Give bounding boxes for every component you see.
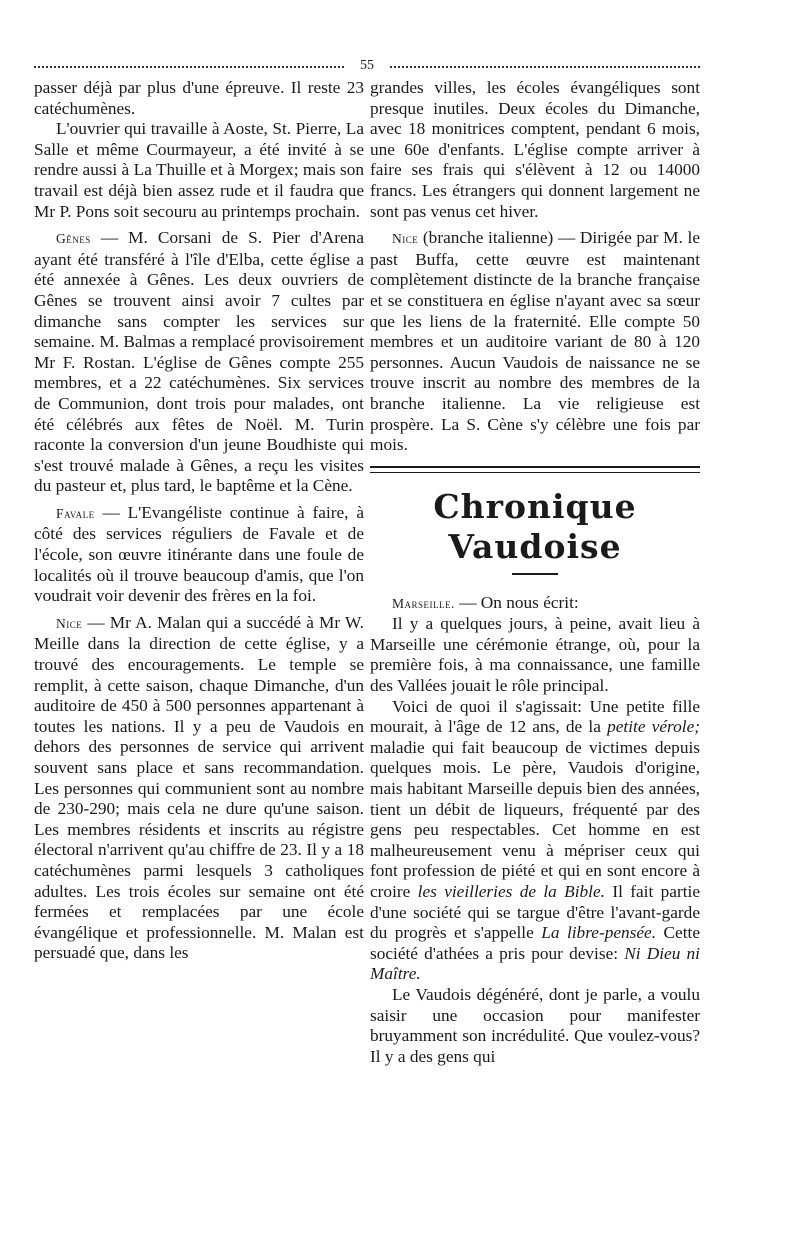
voici-text-1: Voici de quoi il s'agissait: Une petite fille mourait, à l'âge de 12 ans, de la xyxy=(370,696,700,737)
voici-italic-3: La libre-pensée. xyxy=(541,923,657,943)
voici-text-4: Cette société d'athées a pris pour devise: xyxy=(370,923,700,963)
voici-text-2: maladie qui fait beaucoup de victimes depuis quelques mois. Le père, Vaudois d'origine, mais habitant Marseille depuis bien des années, tient un débit de liqueurs, fréquenté par des gens peu respectables. Cet homme en est malheureusement venu à mépriser ceux qui font profession de piété et qui en sont encore à croire xyxy=(370,737,700,901)
paragraph-continuation: passer déjà par plus d'une épreuve. Il reste 23 catéchumènes. xyxy=(34,78,364,118)
voici-italic-4: Ni Dieu ni Maître. xyxy=(370,943,700,984)
section-nice-italienne xyxy=(370,228,700,456)
page-header xyxy=(34,56,700,76)
paragraph-ceremonie: Il y a quelques jours, à peine, avait lieu à Marseille une cérémonie étrange, où, pour la première fois, à ma connaissance, une famille des Vallées jouait le rôle principal. xyxy=(370,614,700,696)
section-marseille xyxy=(370,593,700,615)
voici-italic-1: petite vérole; xyxy=(607,717,701,737)
section-text-genes: — M. Corsani de S. Pier d'Arena ayant été transféré à l'île d'Elba, cette église a été annexée à Gênes. Les deux ouvriers de Gênes se trouvent ainsi avoir 7 cultes par dimanche sans compter les services sur semaine. M. Balmas a remplacé provisoirement Mr F. Rostan. L'église de Gênes compte 255 membres, et a 22 catéchumènes. Six services de Communion, dont trois pour malades, ont été célébrés aux fêtes de Noël. M. Turin raconte la conversion d'un jeune Boudhiste qui s'est trouvé malade à Gênes, a reçu les visites du pasteur et, plus tard, le baptême et la Cène. xyxy=(34,228,364,496)
section-label-favale: Favale xyxy=(56,505,95,521)
section-favale xyxy=(34,503,364,607)
voici-text-3: Il fait partie d'une société qui se targue d'être l'avant-garde du progrès et s'appelle xyxy=(370,882,700,943)
chronique-title: Chronique Vaudoise xyxy=(433,486,637,566)
paragraph-voici xyxy=(370,697,700,985)
section-text-nice: — Mr A. Malan qui a succédé à Mr W. Meille dans la direction de cette église, y a trouvé des encouragements. Le temple se remplit, à cette saison, chaque Dimanche, d'un auditoire de 450 à 500 personnes appartenant à toutes les nations. Il y a peu de Vaudois en dehors des personnes de service qui arrivent souvent sans place et sans recommandation. Les personnes qui communient sont au nombre de 230-290; mais cela ne dure qu'une saison. Les membres résidents et inscrits au régistre électoral n'arrivent qu'au chiffre de 23. Il y a 18 catéchumènes parmi lesquels 3 catholiques adultes. Les trois écoles sur semaine ont été fermées et remplacées par une école évangélique et professionnelle. M. Malan est persuadé que, dans les xyxy=(34,612,364,963)
right-column xyxy=(370,78,700,1067)
section-text-marseille: — On nous écrit: xyxy=(454,592,579,612)
section-label-nice: Nice xyxy=(56,615,83,631)
section-label-genes: Gênes xyxy=(56,231,91,247)
paragraph-aoste: L'ouvrier qui travaille à Aoste, St. Pierre, La Salle et même Courmayeur, a été invité à se rendre aussi à La Thuille et à Morgex; mais son travail est déjà bien assez rude et il faudra que Mr P. Pons soit secouru au printemps prochain. xyxy=(34,119,364,221)
paragraph-nice-continuation: grandes villes, les écoles évangéliques sont presque inutiles. Deux écoles du Dimanche, avec 18 monitrices comptent, pendant 6 mois, une 60e d'enfants. L'église compte arriver à faire ses frais qui s'élèvent à 12 ou 14000 francs. Les étrangers qui donnent largement ne sont pas venus cet hiver. xyxy=(370,78,700,221)
header-dotted-rule-right xyxy=(390,66,700,68)
title-underline xyxy=(512,573,558,575)
voici-italic-2: les vieilleries de la Bible. xyxy=(417,882,605,901)
section-text-nice-italienne: (branche italienne) — Dirigée par M. le past Buffa, cette œuvre est maintenant complètement distincte de la branche française et se constituera en église n'ayant avec sa sœur que les liens de la fraternité. Elle compte 50 membres et un auditoire variant de 80 à 120 personnes. Aucun Vaudois de naissance ne se trouve inscrit au nombre des membres de la branche italienne. La vie religieuse est prospère. La S. Cène s'y célèbre une fois par mois. xyxy=(370,228,700,455)
page-number: 55 xyxy=(360,58,374,73)
paragraph-vaudois-degenere: Le Vaudois dégénéré, dont je parle, a voulu saisir une occasion pour manifester bruyamment son incrédulité. Que voulez-vous? Il y a des gens qui xyxy=(370,984,700,1066)
left-column xyxy=(34,78,364,964)
section-nice xyxy=(34,613,364,964)
section-text-favale: — L'Evangéliste continue à faire, à côté des services réguliers de Favale et de l'école, son œuvre itinérante dans une foule de localités où il trouve beaucoup d'amis, que l'on voudrait voir devenir des frères en la foi. xyxy=(34,502,364,606)
section-label-nice-italienne: Nice xyxy=(392,231,419,247)
section-genes xyxy=(34,228,364,497)
section-label-marseille: Marseille. xyxy=(392,595,455,611)
section-divider xyxy=(370,466,700,473)
